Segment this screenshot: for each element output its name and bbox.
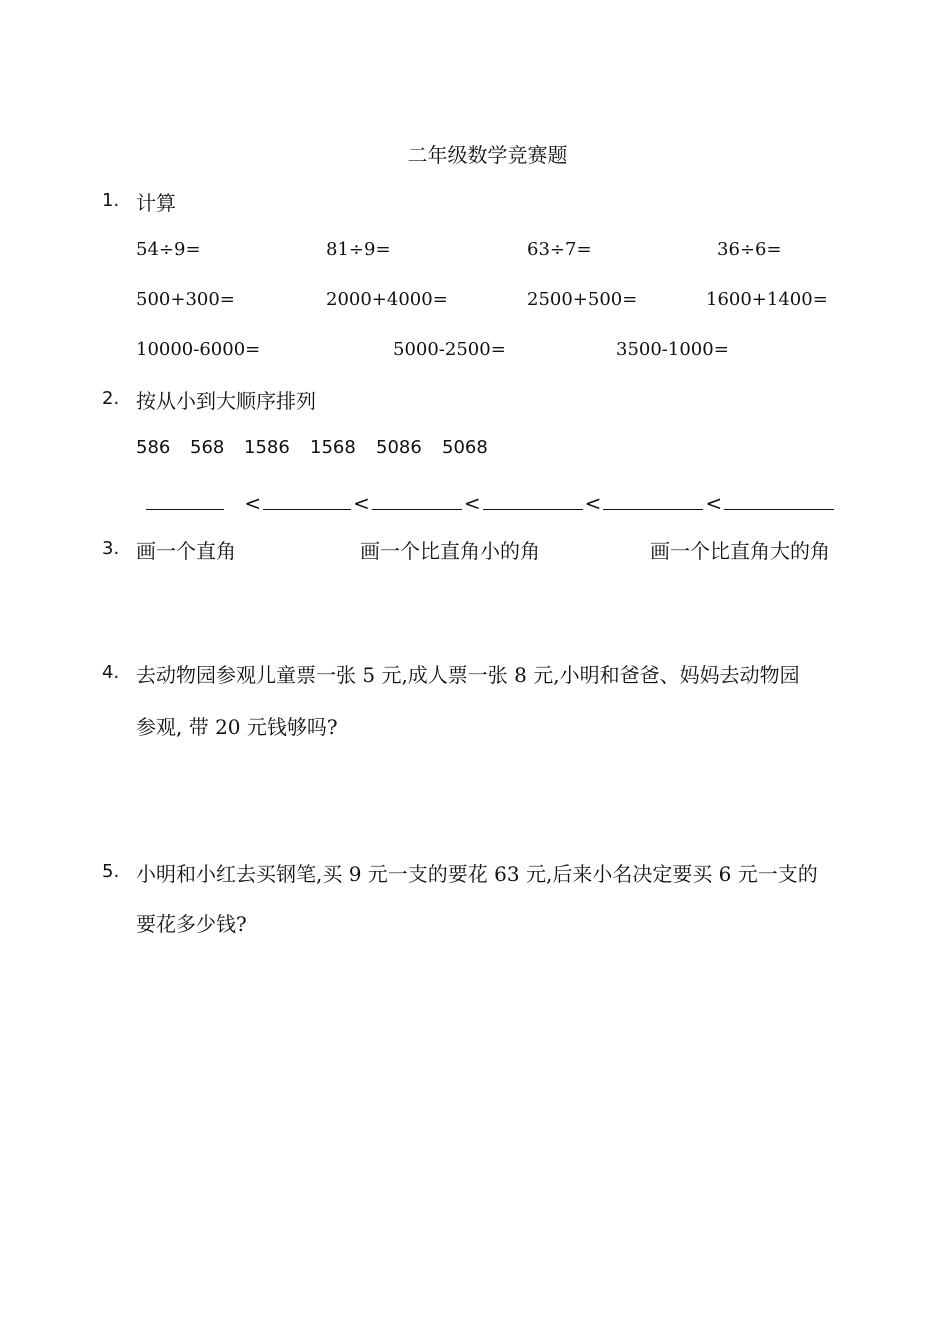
- question-3-item: 画一个比直角小的角: [360, 539, 540, 563]
- page-title: 二年级数学竞赛题: [407, 143, 568, 167]
- sort-number: 5086: [376, 437, 422, 458]
- question-1-text: 计算: [136, 191, 176, 215]
- less-than-sign: <: [244, 491, 262, 515]
- calc-item: 81÷9=: [326, 239, 391, 260]
- question-5-number: 5.: [102, 861, 120, 882]
- sort-number: 1586: [244, 437, 290, 458]
- calc-item: 1600+1400=: [706, 289, 828, 310]
- question-2-text: 按从小到大顺序排列: [136, 389, 316, 413]
- question-4-line-2: 参观, 带 20 元钱够吗?: [136, 715, 338, 739]
- less-than-sign: <: [463, 491, 481, 515]
- question-2-number: 2.: [102, 388, 120, 409]
- calc-item: 2500+500=: [527, 289, 638, 310]
- calc-item: 63÷7=: [527, 239, 592, 260]
- sort-number: 586: [136, 437, 171, 458]
- question-3-number: 3.: [102, 538, 120, 559]
- calc-item: 2000+4000=: [326, 289, 448, 310]
- question-3-item: 画一个直角: [136, 539, 236, 563]
- calc-item: 3500-1000=: [616, 339, 729, 360]
- calc-item: 5000-2500=: [393, 339, 506, 360]
- calc-item: 54÷9=: [136, 239, 201, 260]
- numbers-to-sort: [136, 437, 488, 458]
- question-4-line-1: 去动物园参观儿童票一张 5 元,成人票一张 8 元,小明和爸爸、妈妈去动物园: [136, 663, 800, 687]
- question-5-line-1: 小明和小红去买钢笔,买 9 元一支的要花 63 元,后来小名决定要买 6 元一支的: [136, 862, 818, 886]
- answer-blank[interactable]: [603, 487, 703, 510]
- question-1-number: 1.: [102, 190, 120, 211]
- question-3-item: 画一个比直角大的角: [650, 539, 830, 563]
- calc-item: 36÷6=: [717, 239, 782, 260]
- sort-number: 5068: [442, 437, 488, 458]
- question-4-number: 4.: [102, 662, 120, 683]
- answer-blanks: [146, 487, 834, 515]
- calc-item: 500+300=: [136, 289, 235, 310]
- less-than-sign: <: [584, 491, 602, 515]
- sort-number: 568: [190, 437, 225, 458]
- answer-blank[interactable]: [263, 487, 351, 510]
- calc-item: 10000-6000=: [136, 339, 261, 360]
- sort-number: 1568: [310, 437, 356, 458]
- less-than-sign: <: [353, 491, 370, 515]
- question-5-line-2: 要花多少钱?: [136, 912, 247, 936]
- answer-blank[interactable]: [146, 487, 224, 510]
- answer-blank[interactable]: [483, 487, 583, 510]
- answer-blank[interactable]: [724, 487, 834, 510]
- answer-blank[interactable]: [372, 487, 462, 510]
- less-than-sign: <: [705, 491, 723, 515]
